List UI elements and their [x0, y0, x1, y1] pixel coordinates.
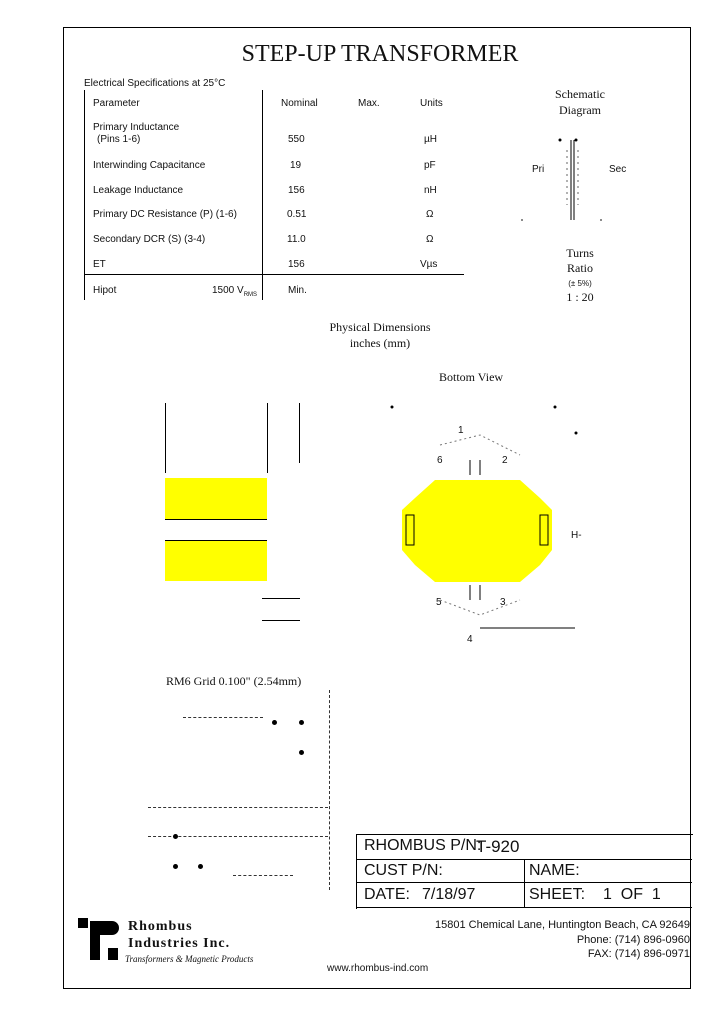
- grid-line: [148, 807, 328, 808]
- pn-label: RHOMBUS P/N:: [364, 837, 482, 854]
- grid-pin: [198, 864, 203, 869]
- spec-row-nominal: 156: [288, 185, 305, 196]
- company-name-2: Industries Inc.: [128, 936, 231, 951]
- schematic-diagram: [515, 135, 605, 225]
- spec-row-nominal: 11.0: [287, 234, 306, 245]
- title-block-rule: [356, 907, 692, 908]
- spec-row-nominal: 156: [288, 259, 305, 270]
- hipot-value: 1500 $V_{RMS}$: [212, 285, 258, 298]
- grid-line: [183, 717, 263, 718]
- company-name-1: Rhombus: [128, 919, 193, 934]
- company-website[interactable]: www.rhombus-ind.com: [327, 963, 429, 974]
- header-units: Units: [420, 98, 443, 109]
- date-label: DATE:: [364, 886, 410, 903]
- pin-2-label: 2: [502, 455, 508, 466]
- turns-ratio: 1 : 20: [566, 290, 594, 304]
- title-block-rule: [524, 859, 525, 907]
- spec-row-param: Interwinding Capacitance: [93, 160, 206, 171]
- pin-1-label: 1: [458, 425, 464, 436]
- grid-line: [233, 875, 293, 876]
- spec-heading: Electrical Specifications at 25°C: [84, 78, 226, 89]
- core-side-edge: [165, 519, 267, 520]
- pin-6-label: 6: [437, 455, 443, 466]
- date-value: 7/18/97: [422, 886, 476, 903]
- core-side-bottom: [165, 540, 267, 581]
- bottom-view-label: Bottom View: [439, 370, 504, 384]
- core-side-edge: [165, 540, 267, 541]
- pin-lead: [262, 598, 300, 599]
- company-address: 15801 Chemical Lane, Huntington Beach, CA 92649: [434, 919, 690, 931]
- hipot-label: Hipot: [93, 285, 117, 296]
- spec-left-rule: [84, 90, 85, 300]
- spec-row-param2: (Pins 1-6): [97, 134, 141, 145]
- pin-5-label: 5: [436, 597, 442, 608]
- spec-row-param: Primary DC Resistance (P) (1-6): [93, 209, 237, 220]
- grid-pin: [173, 834, 178, 839]
- hipot-min: Min.: [288, 285, 307, 296]
- spec-row-param: Leakage Inductance: [93, 185, 184, 196]
- spec-bottom-rule: [84, 274, 464, 275]
- spec-row-units: Ω: [426, 234, 434, 245]
- spec-row-param: Secondary DCR (S) (3-4): [93, 234, 206, 245]
- grid-line: [329, 690, 330, 890]
- pin-4-label: 4: [467, 634, 473, 645]
- spec-row-nominal: 19: [290, 160, 302, 171]
- sheet-label: SHEET:: [529, 886, 586, 903]
- header-nominal: Nominal: [281, 98, 318, 109]
- schematic-pri-label: Pri: [532, 164, 545, 175]
- grid-pin: [299, 720, 304, 725]
- company-tagline: Transformers & Magnetic Products: [125, 954, 254, 964]
- header-parameter: Parameter: [93, 98, 140, 109]
- spec-mid-rule: [262, 90, 263, 300]
- spec-row-param: ET: [93, 259, 106, 270]
- pin-3-label: 3: [500, 597, 506, 608]
- side-dim-line: [299, 403, 300, 463]
- grid-pin: [173, 864, 178, 869]
- grid-pin: [272, 720, 277, 725]
- schematic-subtitle: Diagram: [559, 103, 601, 117]
- schematic-sec-label: Sec: [609, 164, 627, 175]
- core-side-top: [165, 478, 267, 519]
- company-phone: Phone: (714) 896-0960: [576, 934, 690, 946]
- spec-row-param: Primary Inductance: [93, 122, 180, 133]
- grid-pin: [299, 750, 304, 755]
- schematic-title: Schematic: [555, 87, 605, 101]
- page-title: STEP-UP TRANSFORMER: [241, 41, 519, 67]
- physical-subtitle: inches (mm): [349, 336, 411, 350]
- h-dimension-label: H-: [571, 530, 582, 541]
- spec-row-nominal: 550: [288, 134, 305, 145]
- side-dim-line: [165, 403, 166, 473]
- spec-row-units: µH: [424, 134, 437, 145]
- cust-pn-label: CUST P/N:: [364, 862, 443, 879]
- spec-row-units: Vµs: [420, 259, 438, 270]
- spec-row-units: nH: [424, 185, 437, 196]
- spec-row-units: Ω: [426, 209, 434, 220]
- turns-title: Turns: [566, 246, 594, 260]
- turns-subtitle: Ratio: [567, 261, 593, 275]
- bottom-view-drawing: [380, 400, 580, 640]
- sheet-value: 1 OF 1: [603, 886, 661, 903]
- spec-row-units: pF: [424, 160, 436, 171]
- name-label: NAME:: [529, 862, 580, 879]
- header-max: Max.: [358, 98, 380, 109]
- turns-tolerance: (± 5%): [568, 279, 592, 288]
- physical-title: Physical Dimensions: [329, 320, 431, 334]
- rhombus-logo: [78, 918, 124, 964]
- company-fax: FAX: (714) 896-0971: [587, 948, 690, 960]
- side-dim-line: [267, 403, 268, 473]
- pin-lead: [262, 620, 300, 621]
- pn-value: T-920: [476, 837, 520, 856]
- grid-label: RM6 Grid 0.100" (2.54mm): [166, 674, 302, 688]
- spec-row-nominal: 0.51: [287, 209, 307, 220]
